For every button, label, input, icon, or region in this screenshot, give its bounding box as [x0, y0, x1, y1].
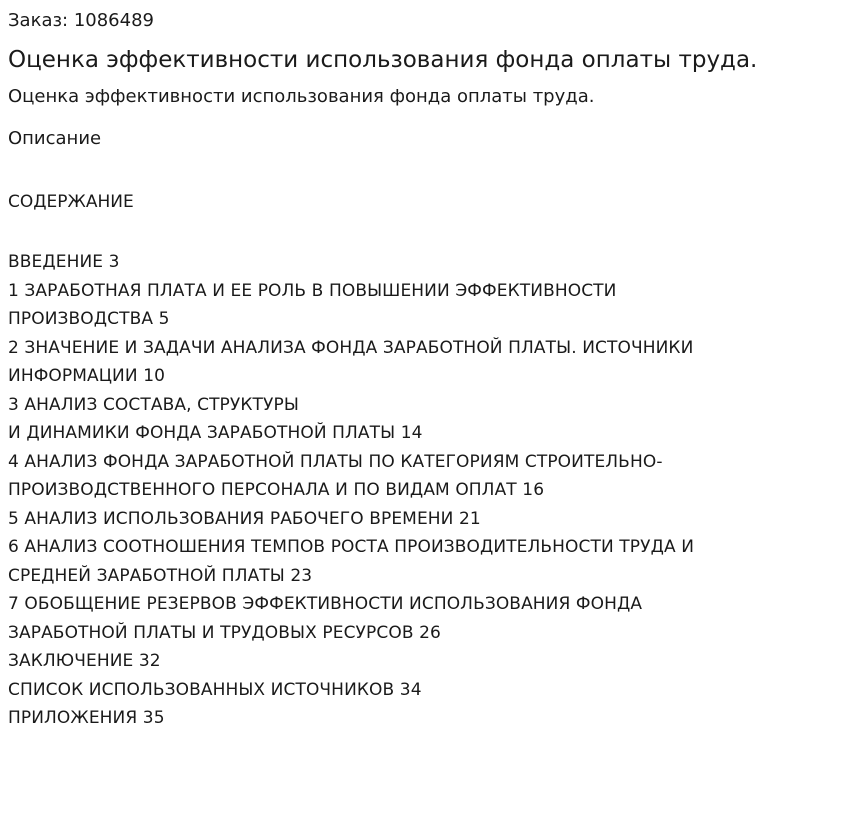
toc-line: 2 ЗНАЧЕНИЕ И ЗАДАЧИ АНАЛИЗА ФОНДА ЗАРАБОТНОЙ ПЛАТЫ. ИСТОЧНИКИ — [8, 337, 694, 358]
toc-line: 6 АНАЛИЗ СООТНОШЕНИЯ ТЕМПОВ РОСТА ПРОИЗВОДИТЕЛЬНОСТИ ТРУДА И — [8, 537, 695, 557]
toc-line: 7 ОБОБЩЕНИЕ РЕЗЕРВОВ ЭФФЕКТИВНОСТИ ИСПОЛЬЗОВАНИЯ ФОНДА — [8, 594, 643, 614]
toc-line: СРЕДНЕЙ ЗАРАБОТНОЙ ПЛАТЫ 23 — [8, 565, 313, 586]
toc-line: ИНФОРМАЦИИ 10 — [8, 366, 166, 386]
toc-line: 1 ЗАРАБОТНАЯ ПЛАТА И ЕЕ РОЛЬ В ПОВЫШЕНИИ ЭФФЕКТИВНОСТИ — [8, 280, 617, 301]
toc-line: ПРОИЗВОДСТВЕННОГО ПЕРСОНАЛА И ПО ВИДАМ ОПЛАТ 16 — [8, 480, 545, 500]
toc-line: 3 АНАЛИЗ СОСТАВА, СТРУКТУРЫ — [8, 394, 299, 415]
toc-line: ПРОИЗВОДСТВА 5 — [8, 309, 170, 329]
toc-line: 4 АНАЛИЗ ФОНДА ЗАРАБОТНОЙ ПЛАТЫ ПО КАТЕГОРИЯМ СТРОИТЕЛЬНО- — [8, 451, 663, 472]
toc-heading: СОДЕРЖАНИЕ — [8, 192, 134, 212]
toc-line: ПРИЛОЖЕНИЯ 35 — [8, 708, 165, 728]
toc-line: 5 АНАЛИЗ ИСПОЛЬЗОВАНИЯ РАБОЧЕГО ВРЕМЕНИ 21 — [8, 508, 481, 529]
toc-line: ЗАКЛЮЧЕНИЕ 32 — [8, 651, 161, 671]
toc-line: ЗАРАБОТНОЙ ПЛАТЫ И ТРУДОВЫХ РЕСУРСОВ 26 — [8, 622, 441, 643]
document-subtitle: Оценка эффективности использования фонда оплаты труда. — [8, 86, 595, 107]
toc-line: СПИСОК ИСПОЛЬЗОВАННЫХ ИСТОЧНИКОВ 34 — [8, 679, 422, 700]
table-of-contents — [8, 248, 839, 733]
description-heading: Описание — [8, 128, 102, 149]
toc-line: ВВЕДЕНИЕ 3 — [8, 252, 120, 272]
document-title: Оценка эффективности использования фонда оплаты труда. — [8, 47, 758, 73]
toc-line: И ДИНАМИКИ ФОНДА ЗАРАБОТНОЙ ПЛАТЫ 14 — [8, 423, 423, 443]
order-number: Заказ: 1086489 — [8, 10, 154, 31]
